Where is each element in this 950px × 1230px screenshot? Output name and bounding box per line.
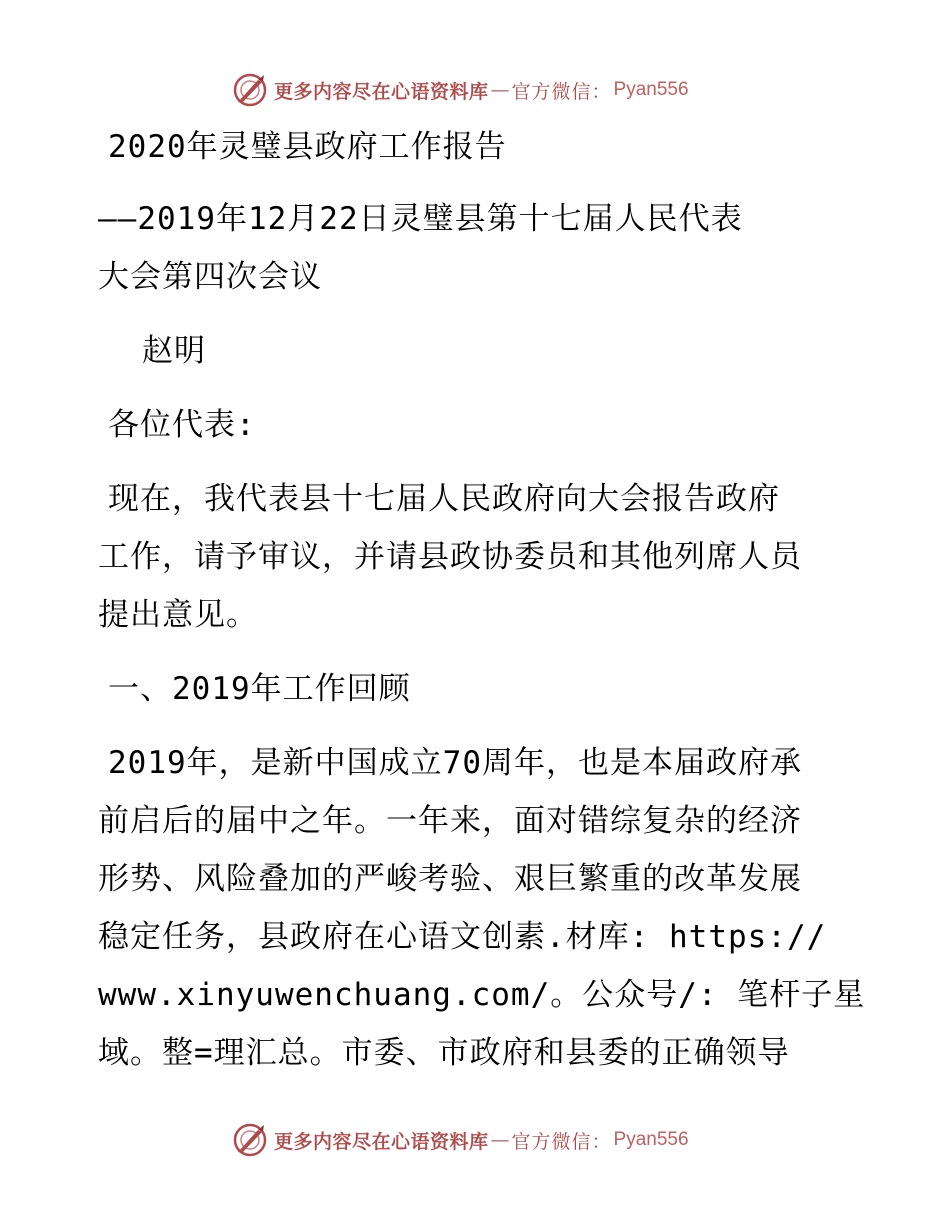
banner-wechat-label: 官方微信：: [511, 1130, 612, 1153]
document-subtitle-line-1: ——2019年12月22日灵璧县第十七届人民代表: [98, 201, 743, 237]
intro-paragraph-line-2: 工作，请予审议，并请县政协委员和其他列席人员: [98, 539, 802, 575]
body-paragraph-line-3: 形势、风险叠加的严峻考验、艰巨繁重的改革发展: [98, 861, 802, 897]
section-heading: 一、2019年工作回顾: [108, 671, 411, 707]
body-paragraph-line-2: 前启后的届中之年。一年来，面对错综复杂的经济: [98, 803, 802, 839]
banner-text: 更多内容尽在心语资料库: [274, 1130, 489, 1153]
document-subtitle-line-2: 大会第四次会议: [98, 259, 322, 295]
document-author: 赵明: [142, 333, 206, 369]
banner-text: 更多内容尽在心语资料库: [274, 80, 489, 103]
quill-pen-logo-icon: [232, 72, 268, 108]
body-paragraph-line-4: 稳定任务，县政府在心语文创素.材库: https://: [98, 919, 827, 955]
intro-paragraph-line-3: 提出意见。: [98, 597, 258, 633]
document-salutation: 各位代表:: [108, 407, 256, 443]
document-title: 2020年灵璧县政府工作报告: [108, 129, 507, 165]
quill-pen-logo-icon: [232, 1122, 268, 1158]
banner-wechat-id: Pyan556: [613, 79, 689, 100]
banner-separator: —: [490, 79, 510, 101]
body-paragraph-line-6: 域。整=理汇总。市委、市政府和县委的正确领导: [98, 1035, 790, 1071]
body-paragraph-line-5: www.xinyuwenchuang.com/。公众号/: 笔杆子星: [98, 977, 866, 1013]
banner-wechat-label: 官方微信：: [511, 80, 612, 103]
banner-separator: —: [490, 1129, 510, 1151]
footer-watermark-banner: [232, 1120, 752, 1160]
header-watermark-banner: [232, 70, 752, 110]
document-body: [98, 118, 866, 1082]
body-paragraph-line-1: 2019年，是新中国成立70周年，也是本届政府承: [108, 745, 802, 781]
intro-paragraph-line-1: 现在，我代表县十七届人民政府向大会报告政府: [108, 481, 780, 517]
banner-wechat-id: Pyan556: [613, 1129, 689, 1150]
